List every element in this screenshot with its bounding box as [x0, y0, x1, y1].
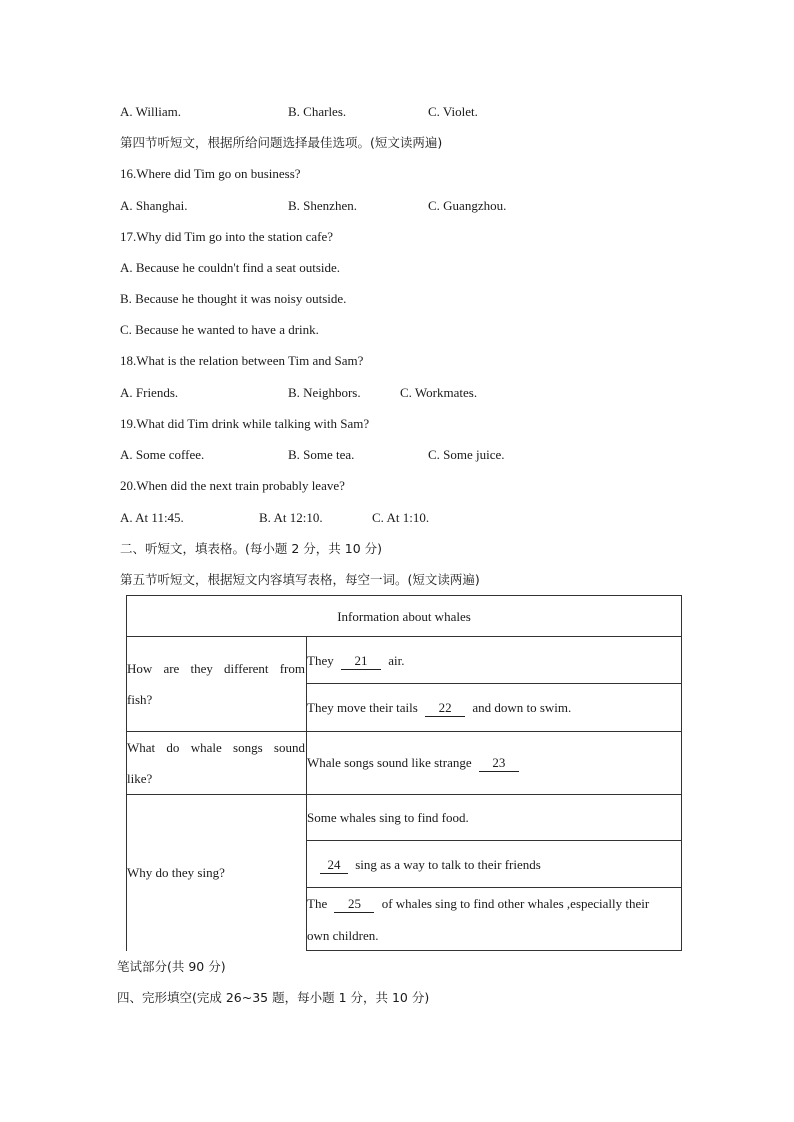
q16-option-a: A. Shanghai.	[120, 198, 188, 213]
row22-text-after: and down to swim.	[472, 700, 572, 715]
q19-option-a: A. Some coffee.	[120, 447, 205, 462]
q20-option-a: A. At 11:45.	[120, 510, 184, 525]
q17-option-c: C. Because he wanted to have a drink.	[120, 322, 319, 337]
question-20: 20.When did the next train probably leave?	[120, 478, 345, 493]
table-title: Information about whales	[337, 609, 471, 624]
blank-24[interactable]: 24	[320, 857, 348, 874]
row21-text-before: They	[307, 653, 334, 668]
q19-option-b: B. Some tea.	[288, 447, 355, 462]
blank-23[interactable]: 23	[479, 755, 519, 772]
table-answer-row-21	[307, 653, 404, 670]
q15-option-a: A. William.	[120, 104, 181, 119]
part2-heading: 二、听短文，填表格。(每小题 2 分，共 10 分)	[120, 541, 383, 556]
table-question-different-line2: fish?	[127, 692, 153, 707]
row23-text-before: Whale songs sound like strange	[307, 755, 472, 770]
q18-option-c: C. Workmates.	[400, 385, 478, 400]
question-17: 17.Why did Tim go into the station cafe?	[120, 229, 334, 244]
table-question-why-sing: Why do they sing?	[127, 865, 225, 880]
q19-option-c: C. Some juice.	[428, 447, 505, 462]
q17-option-a: A. Because he couldn't find a seat outside.	[120, 260, 341, 275]
whales-info-table	[126, 595, 682, 951]
table-answer-row-22	[307, 700, 571, 717]
table-answer-row-25	[307, 896, 649, 913]
row25-text-before: The	[307, 896, 328, 911]
question-18: 18.What is the relation between Tim and Sam?	[120, 353, 364, 368]
q15-option-c: C. Violet.	[428, 104, 478, 119]
written-part-heading: 笔试部分(共 90 分)	[117, 959, 226, 974]
blank-21[interactable]: 21	[341, 653, 381, 670]
table-answer-row-25-line2: own children.	[307, 928, 379, 943]
table-answer-row-23	[307, 755, 523, 772]
question-19: 19.What did Tim drink while talking with Sam?	[120, 416, 370, 431]
section4-instruction: 第四节听短文，根据所给问题选择最佳选项。(短文读两遍)	[120, 135, 443, 150]
q15-option-b: B. Charles.	[288, 104, 347, 119]
part4-heading: 四、完形填空(完成 26~35 题，每小题 1 分，共 10 分)	[117, 990, 430, 1005]
blank-22[interactable]: 22	[425, 700, 465, 717]
table-answer-row-24	[320, 857, 541, 874]
section5-instruction: 第五节听短文，根据短文内容填写表格，每空一词。(短文读两遍)	[120, 572, 480, 587]
blank-25[interactable]: 25	[334, 896, 374, 913]
q20-option-c: C. At 1:10.	[372, 510, 430, 525]
q18-option-b: B. Neighbors.	[288, 385, 361, 400]
q17-option-b: B. Because he thought it was noisy outside.	[120, 291, 347, 306]
row21-text-after: air.	[388, 653, 405, 668]
q16-option-b: B. Shenzhen.	[288, 198, 357, 213]
row25-text-after: of whales sing to find other whales ,especially their	[381, 896, 650, 911]
question-16: 16.Where did Tim go on business?	[120, 166, 301, 181]
table-question-different-line1: How are they different from	[127, 661, 305, 676]
q18-option-a: A. Friends.	[120, 385, 179, 400]
table-question-songs-line1: What do whale songs sound	[127, 740, 305, 755]
q20-option-b: B. At 12:10.	[259, 510, 323, 525]
row22-text-before: They move their tails	[307, 700, 418, 715]
q16-option-c: C. Guangzhou.	[428, 198, 507, 213]
row24-text-after: sing as a way to talk to their friends	[355, 857, 541, 872]
table-answer-row-food: Some whales sing to find food.	[307, 810, 469, 825]
table-question-songs-line2: like?	[127, 771, 153, 786]
